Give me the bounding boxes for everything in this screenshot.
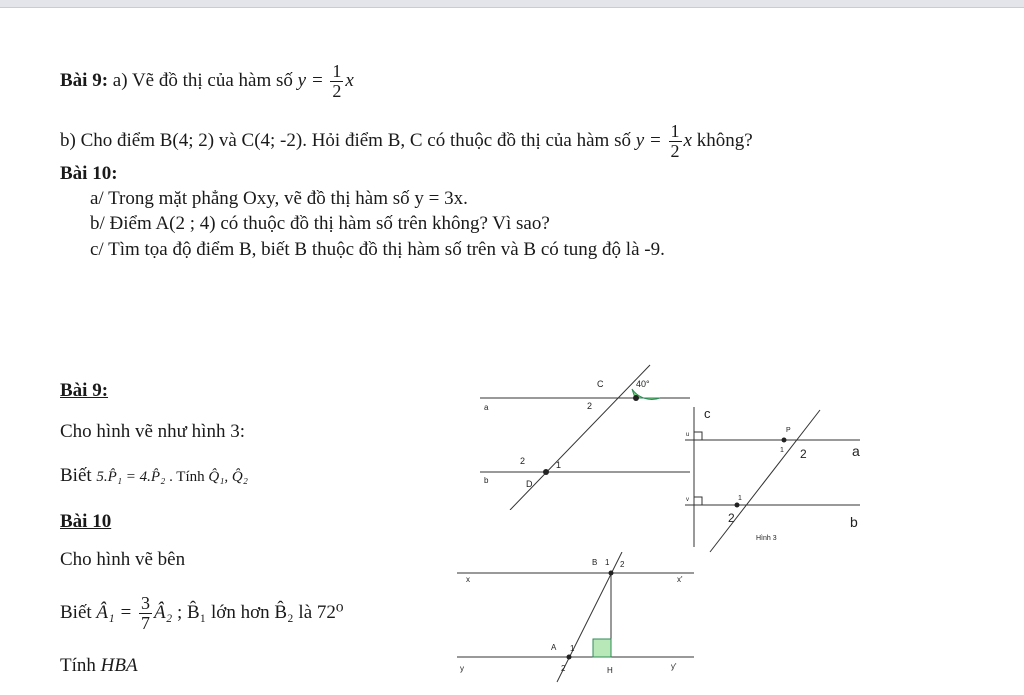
bai9b-line xyxy=(60,122,753,161)
figure-top-parallel-lines xyxy=(470,360,700,510)
bai9-geo-label: Bài 9: xyxy=(60,380,109,401)
bai9a-fraction xyxy=(330,62,343,101)
frac-den: 7 xyxy=(140,613,150,633)
bai9b-tail: không? xyxy=(691,129,753,151)
label-angle: 40° xyxy=(636,379,650,389)
right-angle-a xyxy=(694,432,702,440)
bai10-item-a: a/ Trong mặt phẳng Oxy, vẽ đồ thị hàm số y = 3x. xyxy=(90,188,468,209)
label-u: u xyxy=(686,432,690,438)
frac-num: 1 xyxy=(670,121,680,141)
bai10-geo-fraction xyxy=(139,594,152,633)
figure-bottom xyxy=(452,552,702,692)
bai9b-eq-lhs: y = xyxy=(635,129,662,151)
frac-den: 2 xyxy=(332,81,342,101)
label-a: a xyxy=(852,443,860,459)
label-a2: 2 xyxy=(561,664,566,673)
label-q1: 1 xyxy=(738,495,742,502)
bai9b-eq-var: x xyxy=(683,129,692,151)
frac-num: 1 xyxy=(332,61,342,81)
label-c: c xyxy=(704,406,711,421)
point-d xyxy=(543,469,549,475)
bai10-geo-line3-target: HBA xyxy=(100,655,138,676)
label-v: v xyxy=(686,497,689,503)
bai9b-text: b) Cho điểm B(4; 2) và C(4; -2). Hỏi điểm B, C có thuộc đồ thị của hàm số xyxy=(60,129,636,151)
bai9-geo-line1: Cho hình vẽ như hình 3: xyxy=(60,421,245,442)
label-a: a xyxy=(484,403,489,412)
right-angle-h xyxy=(593,639,611,657)
bai10-geo-lhs: Â₁ = xyxy=(96,601,133,623)
bai9a-eq-var: x xyxy=(345,69,354,91)
bai10-geo-line3-prefix: Tính xyxy=(60,655,101,676)
top-ruler xyxy=(0,0,1024,8)
bai10-geo-line1: Cho hình vẽ bên xyxy=(60,549,186,570)
label-c: C xyxy=(597,379,604,389)
bai9-geo-mid: . Tính xyxy=(165,469,209,485)
label-y-prime: y' xyxy=(671,662,677,671)
bai10-item-b: b/ Điểm A(2 ; 4) có thuộc đồ thị hàm số trên không? Vì sao? xyxy=(90,213,550,234)
label-a1: 1 xyxy=(570,644,575,653)
label-1: 1 xyxy=(780,447,784,454)
label-1: 1 xyxy=(605,558,610,567)
label-y: y xyxy=(460,664,464,673)
point-a xyxy=(567,655,572,660)
point-q xyxy=(735,503,740,508)
bai9a-eq-lhs: y = xyxy=(297,69,324,91)
bai9b-fraction xyxy=(669,122,682,161)
label-p: P xyxy=(786,427,791,434)
label-b: b xyxy=(484,476,489,485)
label-x: x xyxy=(466,575,470,584)
frac-num: 3 xyxy=(140,593,150,613)
bai10-item-c: c/ Tìm tọa độ điểm B, biết B thuộc đồ thị hàm số trên và B có tung độ là -9. xyxy=(90,239,665,260)
bai10-geo-rhs: Â₂ xyxy=(153,601,173,623)
bai10-geo-line3 xyxy=(60,654,138,678)
bai10-geo-value: 72⁰ xyxy=(316,601,344,623)
bai9a-line xyxy=(60,62,354,101)
label-2: 2 xyxy=(620,560,625,569)
label-1-mid: 1 xyxy=(556,460,562,470)
right-angle-b xyxy=(694,497,702,505)
point-b xyxy=(609,571,614,576)
transversal xyxy=(710,410,820,552)
bai9-geo-target: Q̂₁, Q̂₂ xyxy=(208,469,248,485)
label-2: 2 xyxy=(800,447,807,461)
point-c xyxy=(633,395,639,401)
label-b: B xyxy=(592,558,598,567)
figure-hinh3 xyxy=(680,402,880,557)
caption: Hình 3 xyxy=(756,535,777,542)
bai9-geo-prefix: Biết xyxy=(60,465,97,486)
bai10-geo-prefix: Biết xyxy=(60,601,97,623)
bai9-geo-eq: 5.P̂₁ = 4.P̂₂ xyxy=(96,469,166,485)
bai10-geo-line2 xyxy=(60,594,344,633)
label-h: H xyxy=(607,666,613,675)
frac-den: 2 xyxy=(670,141,680,161)
label-d: D xyxy=(526,479,533,489)
bai10-label: Bài 10: xyxy=(60,163,118,184)
label-b: b xyxy=(850,514,858,530)
bai9a-label: Bài 9: xyxy=(60,69,109,91)
bai10-geo-mid: ; B̂₁ lớn hơn B̂₂ là xyxy=(172,601,317,623)
label-q2: 2 xyxy=(728,511,735,525)
label-a: A xyxy=(551,643,557,652)
label-2-top: 2 xyxy=(587,401,593,411)
bai9a-text: a) Vẽ đồ thị của hàm số xyxy=(108,69,298,91)
label-x-prime: x' xyxy=(677,575,683,584)
label-2-mid: 2 xyxy=(520,456,526,466)
bai10-geo-label: Bài 10 xyxy=(60,511,112,532)
point-p xyxy=(782,438,787,443)
bai9-geo-line2 xyxy=(60,464,248,489)
